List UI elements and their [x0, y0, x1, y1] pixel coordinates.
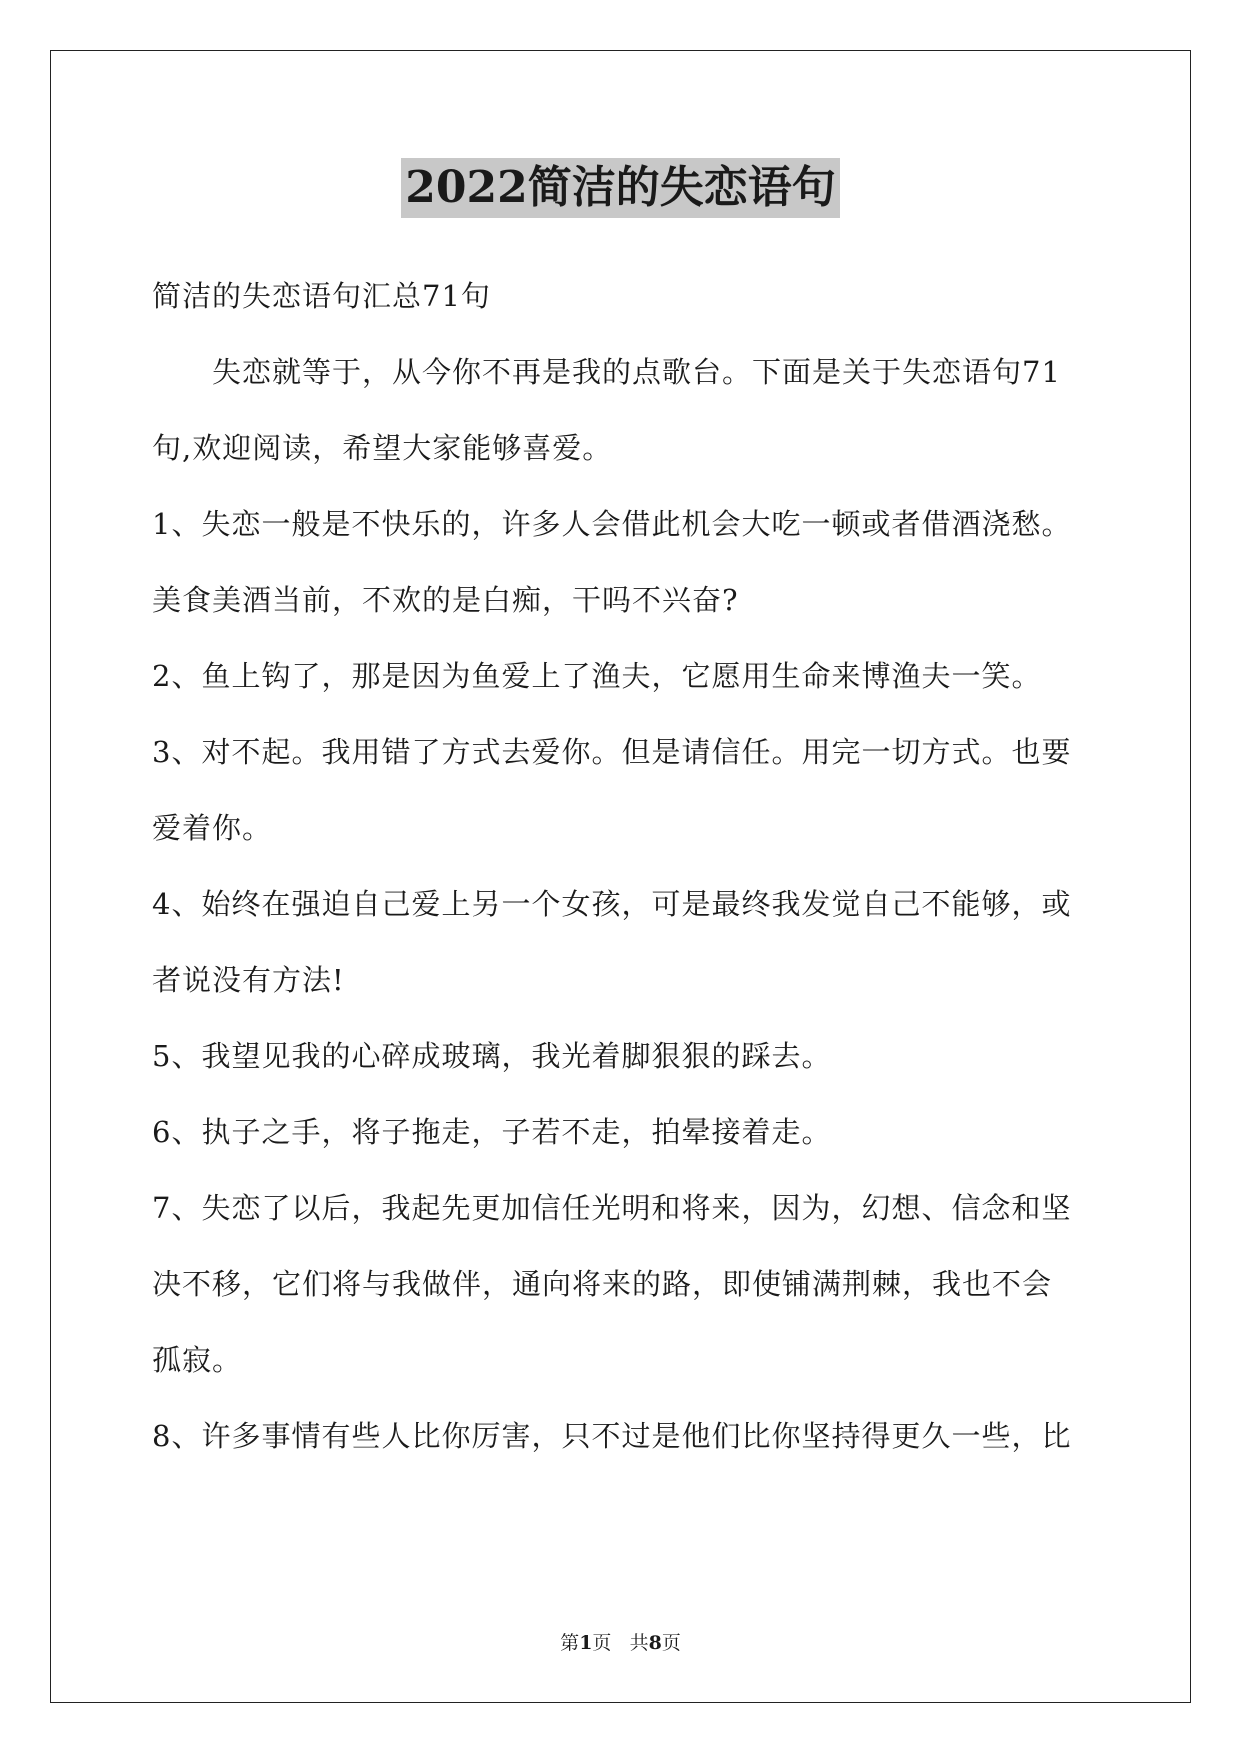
paragraph-line: 1、失恋一般是不快乐的，许多人会借此机会大吃一顿或者借酒浇愁。	[152, 507, 1072, 541]
paragraph-line: 者说没有方法!	[152, 963, 345, 997]
footer-total-suffix: 页	[661, 1632, 681, 1654]
footer-total-prefix: 共	[629, 1632, 649, 1654]
page-number: 1	[579, 1632, 593, 1654]
paragraph-line: 5、我望见我的心碎成玻璃，我光着脚狠狠的踩去。	[152, 1039, 832, 1073]
footer-prefix: 第	[560, 1632, 580, 1654]
page-footer	[0, 1628, 1241, 1655]
paragraph-line: 3、对不起。我用错了方式去爱你。但是请信任。用完一切方式。也要	[152, 735, 1072, 769]
document-title: 2022简洁的失恋语句	[401, 158, 839, 218]
paragraph-line: 6、执子之手，将子拖走，子若不走，拍晕接着走。	[152, 1115, 832, 1149]
paragraph-line: 决不移，它们将与我做伴，通向将来的路，即使铺满荆棘，我也不会	[152, 1267, 1053, 1301]
paragraph-line: 7、失恋了以后，我起先更加信任光明和将来，因为，幻想、信念和坚	[152, 1191, 1072, 1225]
paragraph-line: 句,欢迎阅读，希望大家能够喜爱。	[152, 431, 613, 465]
paragraph-line: 失恋就等于，从今你不再是我的点歌台。下面是关于失恋语句71	[212, 355, 1061, 389]
paragraph-line: 美食美酒当前，不欢的是白痴，干吗不兴奋?	[152, 583, 739, 617]
paragraph-line: 孤寂。	[152, 1343, 243, 1377]
document-body	[152, 258, 1117, 1474]
paragraph-line: 8、许多事情有些人比你厉害，只不过是他们比你坚持得更久一些，比	[152, 1419, 1072, 1453]
paragraph-line: 4、始终在强迫自己爱上另一个女孩，可是最终我发觉自己不能够，或	[152, 887, 1072, 921]
title-container	[0, 158, 1241, 218]
footer-page-suffix: 页	[592, 1632, 612, 1654]
paragraph-line: 2、鱼上钩了，那是因为鱼爱上了渔夫，它愿用生命来博渔夫一笑。	[152, 659, 1042, 693]
total-pages: 8	[648, 1632, 662, 1654]
subtitle: 简洁的失恋语句汇总71句	[152, 279, 491, 313]
paragraph-line: 爱着你。	[152, 811, 273, 845]
